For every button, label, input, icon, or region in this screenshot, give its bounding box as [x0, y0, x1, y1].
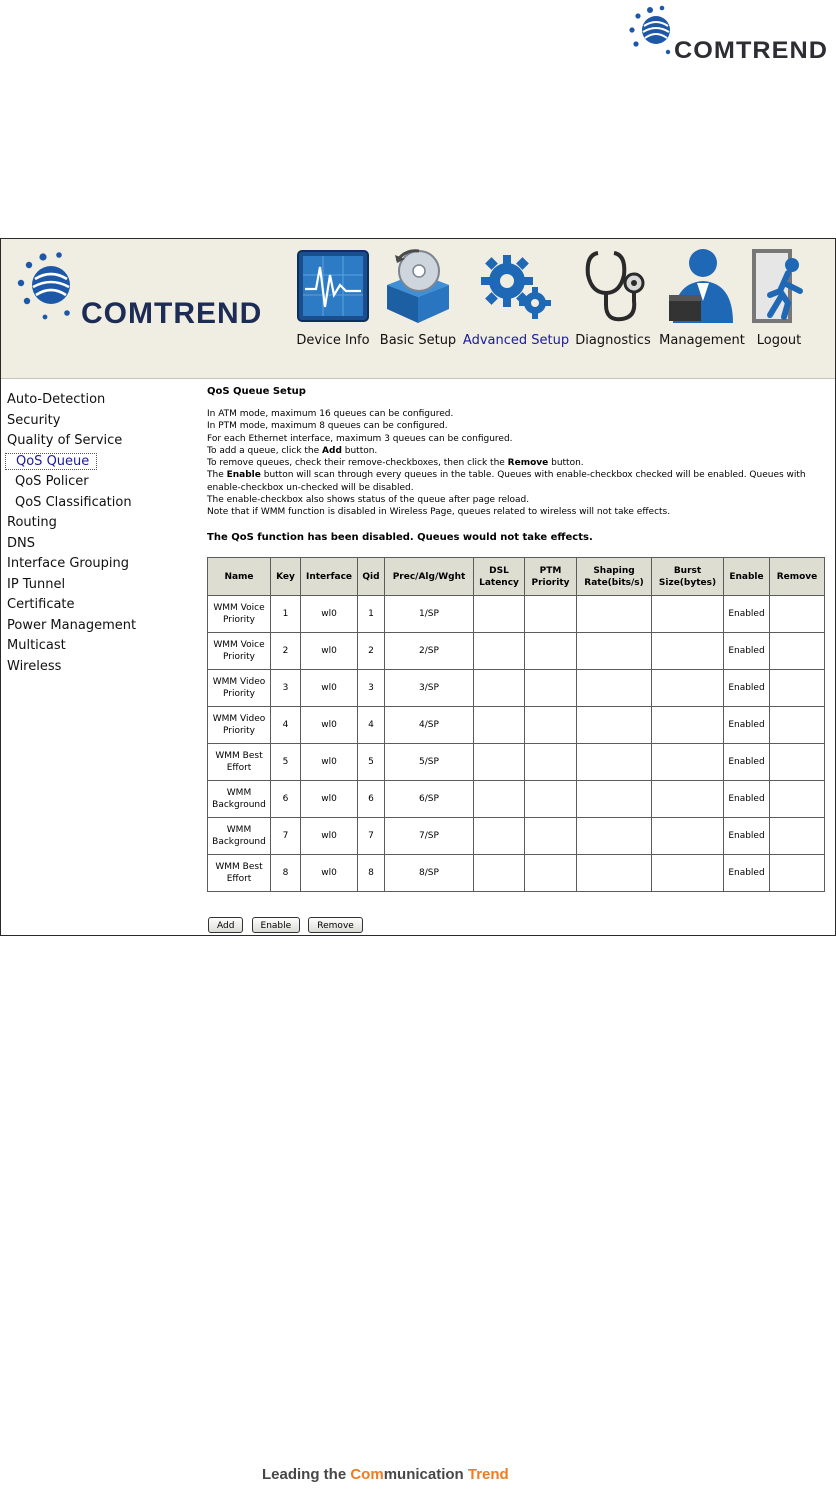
cell-interface: wl0	[301, 707, 358, 744]
cell-key: 3	[271, 670, 301, 707]
enable-button[interactable]: Enable	[252, 917, 301, 933]
nav-management-label: Management	[659, 333, 745, 348]
cell-prec: 2/SP	[385, 633, 474, 670]
cell-remove	[770, 855, 825, 892]
sidebar-item-qos-queue[interactable]: QoS Queue	[5, 453, 97, 470]
cell-qid: 7	[358, 818, 385, 855]
sidebar-item-wireless[interactable]: Wireless	[7, 659, 62, 674]
cell-remove	[770, 633, 825, 670]
cell-interface: wl0	[301, 818, 358, 855]
sidebar-item-quality-of-service[interactable]: Quality of Service	[7, 433, 123, 448]
cell-name: WMM Best Effort	[208, 855, 271, 892]
cell-qid: 6	[358, 781, 385, 818]
footer-text: Trend	[467, 1466, 509, 1483]
sidebar-item-interface-grouping[interactable]: Interface Grouping	[7, 556, 130, 571]
col-dsl-latency: DSL Latency	[474, 558, 525, 596]
desc-line: In PTM mode, maximum 8 queues can be configured.	[207, 421, 448, 432]
qos-queue-table	[207, 557, 825, 892]
cell-key: 7	[271, 818, 301, 855]
sidebar-item-ip-tunnel[interactable]: IP Tunnel	[7, 577, 66, 592]
cell-burst-size	[652, 596, 724, 633]
cell-ptm-priority	[525, 744, 577, 781]
cell-remove	[770, 818, 825, 855]
cell-ptm-priority	[525, 707, 577, 744]
cell-name: WMM Background	[208, 818, 271, 855]
table-row	[208, 633, 825, 670]
cell-qid: 3	[358, 670, 385, 707]
footer-text: munication	[383, 1466, 468, 1483]
cell-prec: 6/SP	[385, 781, 474, 818]
banner-logo	[15, 247, 275, 347]
cell-name: WMM Background	[208, 781, 271, 818]
sidebar-menu	[1, 379, 161, 935]
col-ptm-priority: PTM Priority	[525, 558, 577, 596]
cell-interface: wl0	[301, 633, 358, 670]
nav-management[interactable]	[657, 245, 747, 355]
table-row	[208, 744, 825, 781]
cell-dsl-latency	[474, 781, 525, 818]
cell-interface: wl0	[301, 855, 358, 892]
cell-enable: Enabled	[724, 707, 770, 744]
cell-burst-size	[652, 707, 724, 744]
nav-diagnostics[interactable]	[573, 245, 653, 355]
col-interface: Interface	[301, 558, 358, 596]
col-burst-size: Burst Size(bytes)	[652, 558, 724, 596]
nav-device-info[interactable]	[291, 245, 375, 355]
cell-burst-size	[652, 633, 724, 670]
cell-burst-size	[652, 670, 724, 707]
qos-disabled-warning: The QoS function has been disabled. Queues would not take effects.	[207, 532, 593, 543]
nav-diagnostics-label: Diagnostics	[575, 333, 651, 348]
desc-line: In ATM mode, maximum 16 queues can be configured.	[207, 409, 454, 419]
cell-interface: wl0	[301, 670, 358, 707]
sidebar-item-routing[interactable]: Routing	[7, 515, 57, 530]
header-banner	[1, 239, 835, 379]
cell-key: 5	[271, 744, 301, 781]
logout-icon	[740, 245, 818, 327]
top-brand-logo	[626, 2, 832, 66]
cell-remove	[770, 707, 825, 744]
col-qid: Qid	[358, 558, 385, 596]
nav-advanced-setup[interactable]	[462, 245, 570, 355]
cell-qid: 5	[358, 744, 385, 781]
cell-shaping-rate	[577, 855, 652, 892]
sidebar-item-auto-detection[interactable]: Auto-Detection	[7, 392, 106, 407]
cell-shaping-rate	[577, 707, 652, 744]
cell-qid: 2	[358, 633, 385, 670]
main-content	[161, 379, 835, 935]
cell-prec: 1/SP	[385, 596, 474, 633]
cell-shaping-rate	[577, 596, 652, 633]
col-key: Key	[271, 558, 301, 596]
cell-key: 1	[271, 596, 301, 633]
router-ui-screenshot	[0, 238, 836, 936]
cell-interface: wl0	[301, 781, 358, 818]
cell-name: WMM Best Effort	[208, 744, 271, 781]
col-enable: Enable	[724, 558, 770, 596]
cell-prec: 5/SP	[385, 744, 474, 781]
cell-burst-size	[652, 855, 724, 892]
cell-interface: wl0	[301, 744, 358, 781]
cell-enable: Enabled	[724, 818, 770, 855]
cell-ptm-priority	[525, 818, 577, 855]
desc-line: For each Ethernet interface, maximum 3 queues can be configured.	[207, 433, 513, 444]
col-remove: Remove	[770, 558, 825, 596]
cell-enable: Enabled	[724, 633, 770, 670]
sidebar-item-power-management[interactable]: Power Management	[7, 618, 137, 633]
management-icon	[663, 245, 741, 327]
table-row	[208, 818, 825, 855]
nav-logout[interactable]	[749, 245, 809, 355]
cell-name: WMM Video Priority	[208, 670, 271, 707]
table-row	[208, 781, 825, 818]
sidebar-item-qos-classification[interactable]: QoS Classification	[15, 495, 132, 510]
page-title: QoS Queue Setup	[207, 386, 306, 397]
remove-button[interactable]: Remove	[308, 917, 363, 933]
footer-tagline	[262, 1466, 509, 1483]
cell-qid: 1	[358, 596, 385, 633]
cell-dsl-latency	[474, 744, 525, 781]
table-row	[208, 855, 825, 892]
cell-dsl-latency	[474, 855, 525, 892]
cell-key: 8	[271, 855, 301, 892]
desc-line: The enable-checkbox also shows status of the queue after page reload.	[207, 495, 530, 506]
cell-key: 4	[271, 707, 301, 744]
cell-interface: wl0	[301, 596, 358, 633]
nav-basic-setup-label: Basic Setup	[379, 333, 457, 348]
cell-ptm-priority	[525, 633, 577, 670]
footer-text: Leading the	[262, 1466, 351, 1483]
cell-ptm-priority	[525, 596, 577, 633]
brand-name: COMTREND	[674, 37, 828, 64]
cell-remove	[770, 670, 825, 707]
advanced-setup-icon	[477, 245, 555, 327]
cell-enable: Enabled	[724, 596, 770, 633]
cell-remove	[770, 596, 825, 633]
cell-ptm-priority	[525, 670, 577, 707]
cell-shaping-rate	[577, 744, 652, 781]
table-row	[208, 596, 825, 633]
table-row	[208, 670, 825, 707]
cell-prec: 4/SP	[385, 707, 474, 744]
cell-burst-size	[652, 744, 724, 781]
col-name: Name	[208, 558, 271, 596]
stethoscope-icon	[574, 245, 652, 327]
cell-ptm-priority	[525, 855, 577, 892]
cell-prec: 7/SP	[385, 818, 474, 855]
device-info-icon	[294, 245, 372, 327]
col-prec: Prec/Alg/Wght	[385, 558, 474, 596]
basic-setup-icon	[379, 245, 457, 327]
cell-enable: Enabled	[724, 744, 770, 781]
sidebar-item-multicast[interactable]: Multicast	[7, 638, 66, 653]
cell-ptm-priority	[525, 781, 577, 818]
cell-key: 6	[271, 781, 301, 818]
cell-enable: Enabled	[724, 855, 770, 892]
cell-shaping-rate	[577, 818, 652, 855]
cell-remove	[770, 781, 825, 818]
cell-key: 2	[271, 633, 301, 670]
cell-dsl-latency	[474, 818, 525, 855]
sidebar-item-qos-policer[interactable]: QoS Policer	[15, 474, 89, 489]
sidebar-item-security[interactable]: Security	[7, 413, 61, 428]
cell-enable: Enabled	[724, 781, 770, 818]
desc-line: The Enable button will scan through every queues in the table. Queues with enable-checkbox checked will be enabled. Queues with enable-checkbox un-checked will be disabled.	[207, 470, 806, 493]
cell-dsl-latency	[474, 633, 525, 670]
action-buttons	[208, 913, 366, 933]
cell-prec: 3/SP	[385, 670, 474, 707]
cell-dsl-latency	[474, 707, 525, 744]
cell-name: WMM Voice Priority	[208, 596, 271, 633]
nav-logout-label: Logout	[756, 333, 802, 348]
table-row	[208, 707, 825, 744]
footer-text: Com	[350, 1466, 384, 1483]
col-shaping-rate: Shaping Rate(bits/s)	[577, 558, 652, 596]
add-button[interactable]: Add	[208, 917, 243, 933]
cell-qid: 8	[358, 855, 385, 892]
desc-line: Note that if WMM function is disabled in Wireless Page, queues related to wireless will not take effects.	[207, 507, 671, 518]
cell-name: WMM Voice Priority	[208, 633, 271, 670]
cell-enable: Enabled	[724, 670, 770, 707]
nav-device-info-label: Device Info	[296, 333, 370, 348]
cell-shaping-rate	[577, 670, 652, 707]
description-text	[207, 408, 807, 519]
cell-shaping-rate	[577, 633, 652, 670]
sidebar-item-dns[interactable]: DNS	[7, 536, 35, 551]
cell-burst-size	[652, 781, 724, 818]
cell-name: WMM Video Priority	[208, 707, 271, 744]
nav-basic-setup[interactable]	[377, 245, 459, 355]
cell-qid: 4	[358, 707, 385, 744]
nav-advanced-setup-label: Advanced Setup	[462, 333, 570, 348]
desc-line: To add a queue, click the Add button.	[207, 445, 378, 456]
cell-remove	[770, 744, 825, 781]
table-header-row	[208, 558, 825, 596]
cell-burst-size	[652, 818, 724, 855]
cell-shaping-rate	[577, 781, 652, 818]
cell-prec: 8/SP	[385, 855, 474, 892]
sidebar-item-certificate[interactable]: Certificate	[7, 597, 75, 612]
desc-line: To remove queues, check their remove-checkboxes, then click the Remove button.	[207, 458, 584, 469]
cell-dsl-latency	[474, 670, 525, 707]
brand-name: COMTREND	[81, 297, 263, 330]
cell-dsl-latency	[474, 596, 525, 633]
